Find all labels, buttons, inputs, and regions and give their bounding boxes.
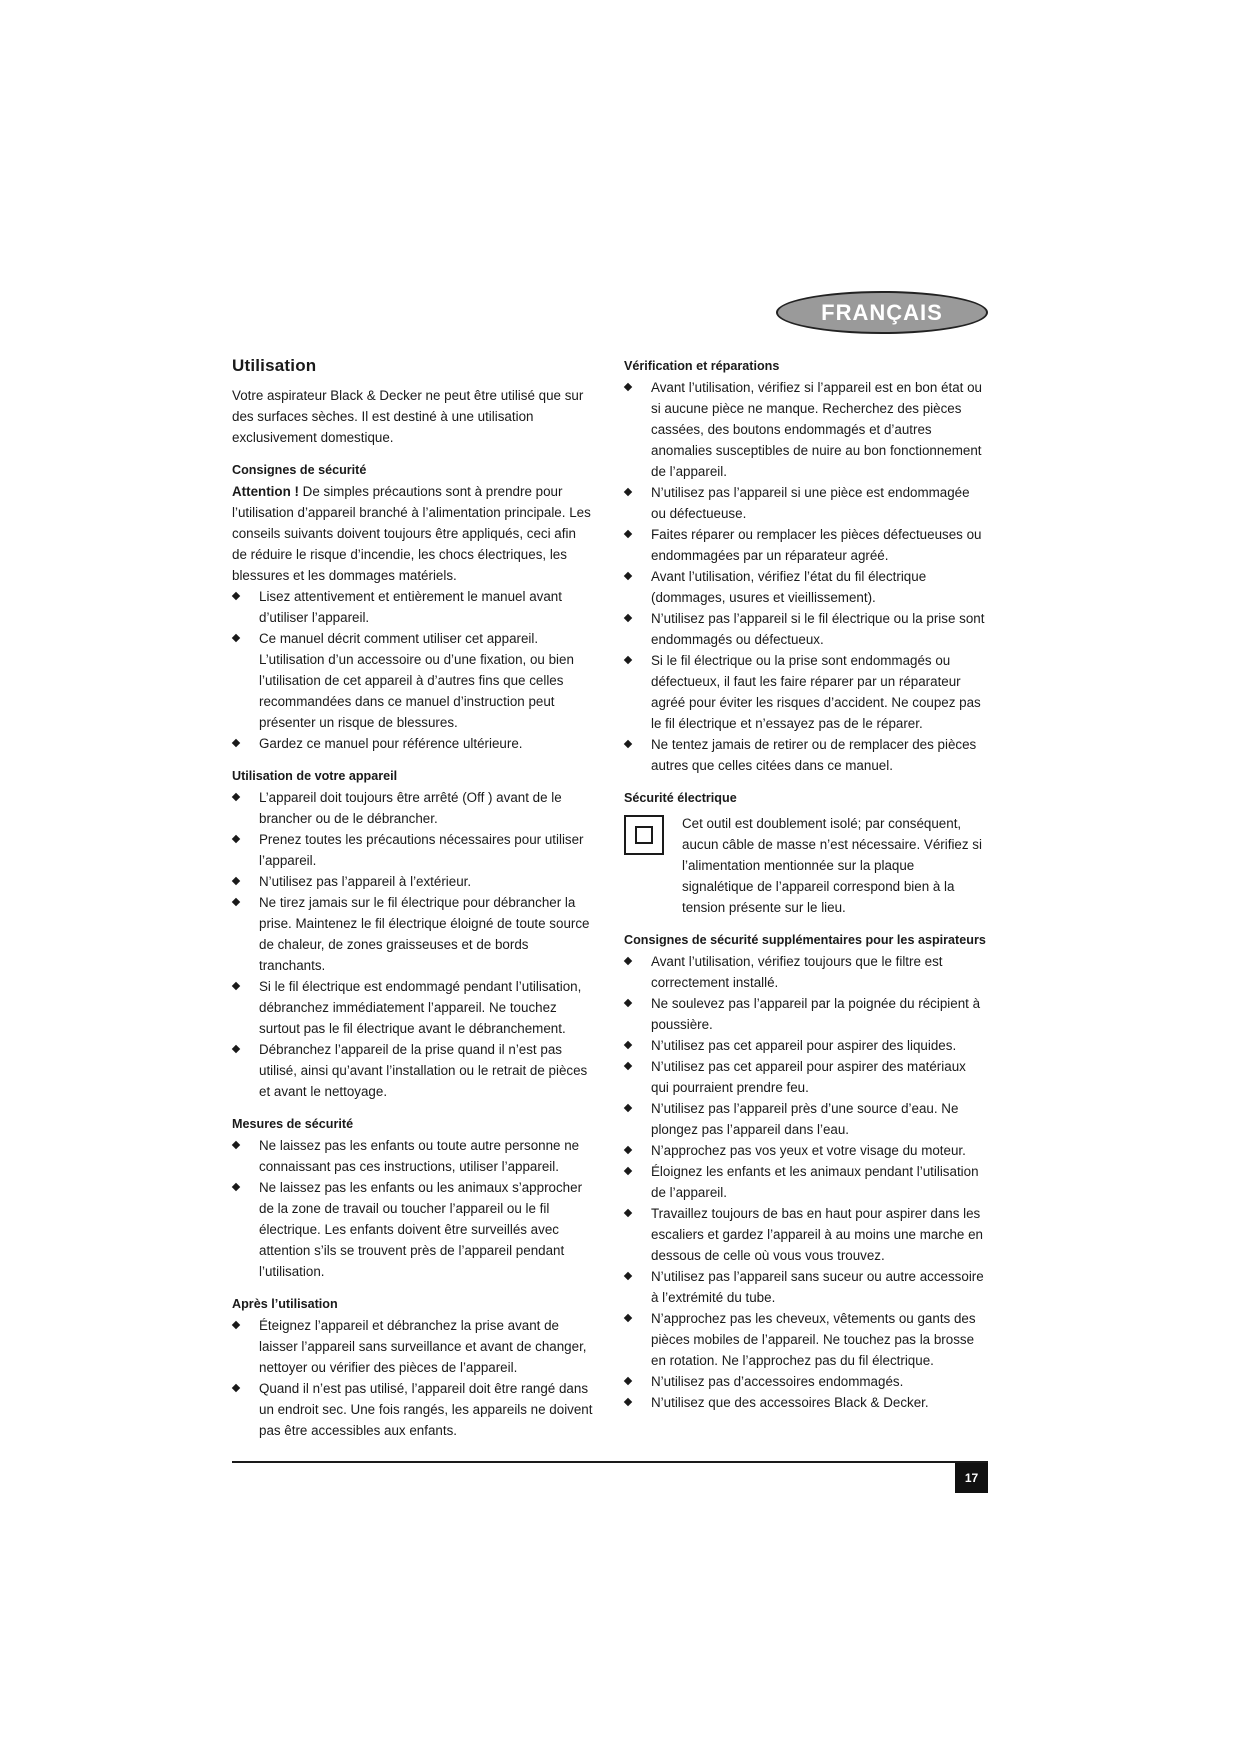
heading-apres-utilisation: Après l’utilisation: [232, 1297, 338, 1311]
list-item: [232, 1135, 594, 1177]
bullet-icon: [624, 1398, 632, 1406]
list-mesures-securite: [232, 1135, 594, 1282]
list-item-text: N’approchez pas vos yeux et votre visage du moteur.: [651, 1143, 966, 1158]
list-item: [232, 871, 594, 892]
list-item: [232, 892, 594, 976]
bullet-icon: [232, 739, 240, 747]
bullet-icon: [624, 656, 632, 664]
bullet-icon: [624, 1167, 632, 1175]
bullet-icon: [624, 1104, 632, 1112]
list-item-text: Si le fil électrique ou la prise sont endommagés ou défectueux, il faut les faire réparer par un réparateur agréé pour éviter les risques d’accident. Ne coupez pas le fil électrique et n’essayez pas de le réparer.: [651, 653, 981, 731]
list-item: [232, 628, 594, 733]
language-label: FRANÇAIS: [821, 299, 943, 325]
list-item-text: Travaillez toujours de bas en haut pour aspirer dans les escaliers et gardez l’appareil à au moins une marche en dessous de celle où vous vous trouvez.: [651, 1206, 983, 1263]
list-item-text: Ce manuel décrit comment utiliser cet appareil. L’utilisation d’un accessoire ou d’une fixation, ou bien l’utilisation de cet appareil à d’autres fins que celles recommandées dans ce manuel d’instruction peut présenter un risque de blessures.: [259, 631, 574, 730]
list-item: [624, 1161, 986, 1203]
section-title-utilisation: Utilisation: [232, 356, 317, 375]
list-item: [624, 1140, 986, 1161]
bullet-icon: [624, 614, 632, 622]
right-column: [624, 356, 986, 1413]
footer-divider: [232, 1461, 988, 1463]
list-item: [624, 993, 986, 1035]
list-item-text: N’utilisez pas cet appareil pour aspirer des matériaux qui pourraient prendre feu.: [651, 1059, 966, 1095]
list-item: [624, 734, 986, 776]
list-item: [624, 1266, 986, 1308]
list-item-text: Quand il n’est pas utilisé, l’appareil doit être rangé dans un endroit sec. Une fois rangés, les appareils ne doivent pas être accessibles aux enfants.: [259, 1381, 593, 1438]
bullet-icon: [232, 1045, 240, 1053]
double-insulation-icon: [624, 815, 664, 855]
language-badge: [776, 291, 988, 334]
intro-paragraph: Votre aspirateur Black & Decker ne peut être utilisé que sur des surfaces sèches. Il est destiné à une utilisation exclusivement domestique.: [232, 388, 584, 445]
heading-securite-electrique: Sécurité électrique: [624, 791, 737, 805]
list-item: [232, 586, 594, 628]
list-item: [232, 1315, 594, 1378]
list-item: [624, 524, 986, 566]
list-item-text: Ne laissez pas les enfants ou toute autre personne ne connaissant pas ces instructions, utiliser l’appareil.: [259, 1138, 580, 1174]
list-item-text: Débranchez l’appareil de la prise quand il n’est pas utilisé, ainsi qu’avant l’installation ou le retrait de pièces et avant le nettoyage.: [259, 1042, 588, 1099]
list-consignes-supplementaires: [624, 951, 986, 1413]
bullet-icon: [624, 1041, 632, 1049]
bullet-icon: [624, 1272, 632, 1280]
heading-mesures-securite: Mesures de sécurité: [232, 1117, 354, 1131]
bullet-icon: [624, 1377, 632, 1385]
list-item: [624, 377, 986, 482]
bullet-icon: [232, 982, 240, 990]
bullet-icon: [624, 740, 632, 748]
list-item-text: Lisez attentivement et entièrement le manuel avant d’utiliser l’appareil.: [259, 589, 562, 625]
list-item-text: N’utilisez pas l’appareil sans suceur ou autre accessoire à l’extrémité du tube.: [651, 1269, 984, 1305]
list-item-text: Éloignez les enfants et les animaux pendant l’utilisation de l’appareil.: [651, 1164, 979, 1200]
bullet-icon: [624, 572, 632, 580]
heading-consignes-supplementaires: Consignes de sécurité supplémentaires pour les aspirateurs: [624, 933, 986, 947]
list-item-text: N’utilisez pas cet appareil pour aspirer des liquides.: [651, 1038, 957, 1053]
list-item-text: N’utilisez pas l’appareil si une pièce est endommagée ou défectueuse.: [651, 485, 970, 521]
list-item: [624, 1098, 986, 1140]
list-item: [232, 787, 594, 829]
list-item: [624, 1056, 986, 1098]
list-item: [232, 1177, 594, 1282]
list-item-text: N’utilisez pas l’appareil si le fil électrique ou la prise sont endommagés ou défectueux.: [651, 611, 985, 647]
bullet-icon: [232, 793, 240, 801]
bullet-icon: [232, 1384, 240, 1392]
bullet-icon: [624, 999, 632, 1007]
list-item-text: N’utilisez que des accessoires Black & Decker.: [651, 1395, 929, 1410]
list-item: [624, 951, 986, 993]
bullet-icon: [232, 592, 240, 600]
bullet-icon: [232, 1183, 240, 1191]
list-item: [232, 1039, 594, 1102]
list-item: [624, 1203, 986, 1266]
bullet-icon: [624, 383, 632, 391]
list-item-text: Ne soulevez pas l’appareil par la poignée du récipient à poussière.: [651, 996, 981, 1032]
list-item-text: Prenez toutes les précautions nécessaires pour utiliser l’appareil.: [259, 832, 584, 868]
list-item-text: Éteignez l’appareil et débranchez la prise avant de laisser l’appareil sans surveillance et avant de changer, nettoyer ou vérifier des pièces de l’appareil.: [259, 1318, 587, 1375]
list-item: [232, 976, 594, 1039]
list-item: [624, 1371, 986, 1392]
heading-utilisation-appareil: Utilisation de votre appareil: [232, 769, 398, 783]
bullet-icon: [624, 1314, 632, 1322]
left-column: [232, 356, 594, 1441]
bullet-icon: [232, 898, 240, 906]
list-item: [624, 608, 986, 650]
bullet-icon: [624, 530, 632, 538]
list-item-text: N’utilisez pas d’accessoires endommagés.: [651, 1374, 904, 1389]
list-item-text: Si le fil électrique est endommagé pendant l’utilisation, débranchez immédiatement l’appareil. Ne touchez surtout pas le fil électrique avant le débranchement.: [259, 979, 582, 1036]
electrical-safety-text: Cet outil est doublement isolé; par conséquent, aucun câble de masse n’est nécessaire. Vérifiez si l’alimentation mentionnée sur la plaque signalétique de l’appareil correspond bien à la tension présente sur le lieu.: [682, 816, 982, 915]
list-item-text: Ne tirez jamais sur le fil électrique pour débrancher la prise. Maintenez le fil électrique éloigné de toute source de chaleur, de zones graisseuses et de bords tranchants.: [259, 895, 590, 973]
list-item-text: Ne tentez jamais de retirer ou de remplacer des pièces autres que celles citées dans ce manuel.: [651, 737, 977, 773]
bullet-icon: [232, 1321, 240, 1329]
page-number: 17: [955, 1463, 988, 1493]
bullet-icon: [232, 1141, 240, 1149]
list-item-text: Avant l’utilisation, vérifiez l’état du fil électrique (dommages, usures et vieillissement).: [651, 569, 927, 605]
list-utilisation-appareil: [232, 787, 594, 1102]
list-item-text: Faites réparer ou remplacer les pièces défectueuses ou endommagées par un réparateur agréé.: [651, 527, 982, 563]
list-item: [624, 1308, 986, 1371]
bullet-icon: [624, 1209, 632, 1217]
attention-label: Attention !: [232, 484, 299, 499]
bullet-icon: [624, 1062, 632, 1070]
list-apres-utilisation: [232, 1315, 594, 1441]
list-item-text: Ne laissez pas les enfants ou les animaux s’approcher de la zone de travail ou toucher l’appareil ou le fil électrique. Les enfants doivent être surveillés avec attention s’ils se trouvent près de l’appareil pendant l’utilisation.: [259, 1180, 583, 1279]
heading-consignes-securite: Consignes de sécurité: [232, 463, 367, 477]
list-item: [232, 829, 594, 871]
bullet-icon: [624, 488, 632, 496]
list-item: [624, 1035, 986, 1056]
bullet-icon: [624, 1146, 632, 1154]
list-item: [232, 733, 594, 754]
list-item-text: Avant l’utilisation, vérifiez si l’appareil est en bon état ou si aucune pièce ne manque. Recherchez des pièces cassées, des boutons endommagés et d’autres anomalies susceptibles de nuire au bon fonctionnement de l’appareil.: [651, 380, 982, 479]
list-verification: [624, 377, 986, 776]
list-item: [624, 482, 986, 524]
list-item: [232, 1378, 594, 1441]
list-item-text: N’utilisez pas l’appareil à l’extérieur.: [259, 874, 472, 889]
list-item-text: Gardez ce manuel pour référence ultérieure.: [259, 736, 523, 751]
bullet-icon: [232, 835, 240, 843]
list-item: [624, 650, 986, 734]
attention-text: De simples précautions sont à prendre pour l’utilisation d’appareil branché à l’alimentation principale. Les conseils suivants doivent toujours être appliqués, ceci afin de réduire le risque d’incendie, les chocs électriques, les blessures et les dommages matériels.: [232, 484, 591, 583]
list-item: [624, 566, 986, 608]
electrical-safety-block: [624, 813, 986, 918]
list-item-text: N’utilisez pas l’appareil près d’une source d’eau. Ne plongez pas l’appareil dans l’eau.: [651, 1101, 959, 1137]
bullet-icon: [624, 957, 632, 965]
bullet-icon: [232, 634, 240, 642]
list-item-text: N’approchez pas les cheveux, vêtements ou gants des pièces mobiles de l’appareil. Ne touchez pas la brosse en rotation. Ne l’approchez pas du fil électrique.: [651, 1311, 976, 1368]
heading-verification-reparations: Vérification et réparations: [624, 359, 780, 373]
list-item-text: Avant l’utilisation, vérifiez toujours que le filtre est correctement installé.: [651, 954, 943, 990]
list-item-text: L’appareil doit toujours être arrêté (Off ) avant de le brancher ou de le débrancher.: [259, 790, 562, 826]
list-item: [624, 1392, 986, 1413]
attention-paragraph: [232, 481, 594, 586]
list-consignes: [232, 586, 594, 754]
bullet-icon: [232, 877, 240, 885]
